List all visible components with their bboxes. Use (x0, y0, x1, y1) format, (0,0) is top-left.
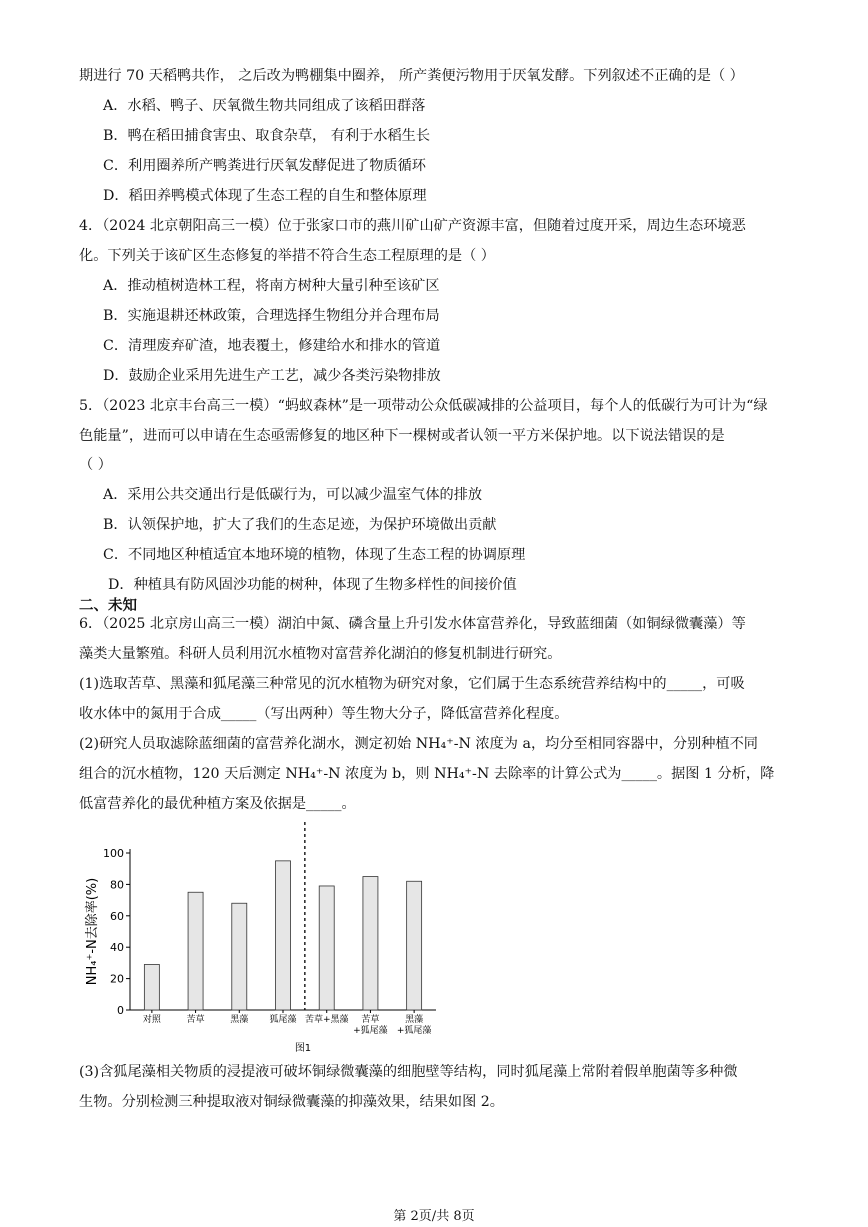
x-tick-label: +狐尾藻 (353, 1026, 388, 1036)
q3-option-d: D．稻田养鸭模式体现了生态工程的自生和整体原理 (103, 188, 427, 204)
q6-part2-line3: 低富营养化的最优种植方案及依据是_____。 (79, 796, 356, 812)
bar (144, 964, 159, 1010)
q6-stem-line1: 6．（2025 北京房山高三一模）湖泊中氮、磷含量上升引发水体富营养化，导致蓝细菌（如铜绿微囊藻）等 (79, 616, 746, 632)
q6-part2-line2: 组合的沉水植物，120 天后测定 NH₄⁺-N 浓度为 b，则 NH₄⁺-N 去除率的计算公式为_____。据图 1 分析，降 (79, 766, 775, 782)
x-tick-label: 黑藻 (405, 1015, 424, 1025)
q4-stem-line1: 4．（2024 北京朝阳高三一模）位于张家口市的燕川矿山矿产资源丰富，但随着过度开采，周边生态环境恶 (79, 218, 746, 234)
y-tick-label: 40 (110, 941, 124, 955)
page-footer: 第 2页/共 8页 (393, 1209, 475, 1224)
q6-part3-line1: (3)含狐尾藻相关物质的浸提液可破坏铜绿微囊藻的细胞壁等结构，同时狐尾藻上常附着假单胞菌等多种微 (79, 1064, 738, 1080)
q3-stem-continued: 期进行 70 天稻鸭共作， 之后改为鸭棚集中圈养， 所产粪便污物用于厌氧发酵。下列叙述不正确的是（ ） (79, 68, 744, 84)
q4-stem-line2: 化。下列关于该矿区生态修复的举措不符合生态工程原理的是（ ） (79, 248, 495, 264)
x-tick-label: 狐尾藻 (269, 1015, 297, 1025)
q6-part2-line1: (2)研究人员取滤除蓝细菌的富营养化湖水，测定初始 NH₄⁺-N 浓度为 a，均分至相同容器中，分别种植不同 (79, 736, 758, 752)
y-axis-label: NH₄⁺-N去除率(%) (85, 877, 100, 986)
q3-option-c: C．利用圈养所产鸭粪进行厌氧发酵促进了物质循环 (103, 158, 426, 174)
q6-stem-line2: 藻类大量繁殖。科研人员利用沉水植物对富营养化湖泊的修复机制进行研究。 (79, 646, 562, 662)
q4-option-b: B．实施退耕还林政策，合理选择生物组分并合理布局 (103, 308, 440, 324)
q5-option-d: D．种植具有防风固沙功能的树种，体现了生物多样性的间接价值 (108, 577, 517, 593)
y-tick-label: 0 (117, 1004, 124, 1017)
bar (232, 903, 247, 1010)
bar (407, 881, 422, 1010)
chart-title: 图1 (294, 1043, 312, 1054)
q5-stem-line2: 色能量”，进而可以申请在生态亟需修复的地区种下一棵树或者认领一平方米保护地。以下说法错误的是 (79, 428, 725, 444)
y-tick-label: 20 (110, 972, 124, 986)
section-heading: 二、未知 (79, 598, 137, 614)
q5-option-b: B．认领保护地，扩大了我们的生态足迹，为保护环境做出贡献 (103, 517, 497, 533)
q5-option-c: C．不同地区种植适宜本地环境的植物，体现了生态工程的协调原理 (103, 547, 526, 563)
bar (319, 886, 334, 1010)
q4-option-a: A．推动植树造林工程，将南方树种大量引种至该矿区 (103, 278, 440, 294)
y-tick-label: 60 (110, 909, 124, 923)
bar (363, 877, 378, 1010)
bar (188, 892, 203, 1010)
q5-option-a: A．采用公共交通出行是低碳行为，可以减少温室气体的排放 (103, 487, 483, 503)
x-tick-label: 苦草 (186, 1015, 205, 1025)
figure-1-bar-chart (78, 818, 448, 1056)
q3-option-a: A．水稻、鸭子、厌氧微生物共同组成了该稻田群落 (103, 98, 426, 114)
x-tick-label: 黑藻 (230, 1015, 249, 1025)
q5-answer-bracket: （ ） (79, 457, 112, 473)
x-tick-label: 苦草+黑藻 (304, 1015, 349, 1025)
y-tick-label: 100 (103, 847, 124, 860)
q6-part1-line1: (1)选取苦草、黑藻和狐尾藻三种常见的沉水植物为研究对象，它们属于生态系统营养结构中的_____，可吸 (79, 676, 745, 692)
x-tick-label: +狐尾藻 (396, 1026, 432, 1036)
q4-option-d: D．鼓励企业采用先进生产工艺，减少各类污染物排放 (103, 368, 441, 384)
x-tick-label: 对照 (142, 1015, 161, 1025)
q3-option-b: B．鸭在稻田捕食害虫、取食杂草， 有利于水稻生长 (103, 128, 431, 144)
q5-stem-line1: 5．（2023 北京丰台高三一模）“蚂蚁森林”是一项带动公众低碳减排的公益项目，每个人的低碳行为可计为“绿 (79, 398, 768, 414)
q6-part3-line2: 生物。分别检测三种提取液对铜绿微囊藻的抑藻效果，结果如图 2。 (79, 1094, 504, 1110)
q4-option-c: C．清理废弃矿渣，地表覆土，修建给水和排水的管道 (103, 338, 441, 354)
y-tick-label: 80 (110, 878, 124, 892)
bar (276, 861, 291, 1010)
q6-part1-line2: 收水体中的氮用于合成_____（写出两种）等生物大分子，降低富营养化程度。 (79, 706, 569, 722)
x-tick-label: 苦草 (361, 1015, 380, 1025)
